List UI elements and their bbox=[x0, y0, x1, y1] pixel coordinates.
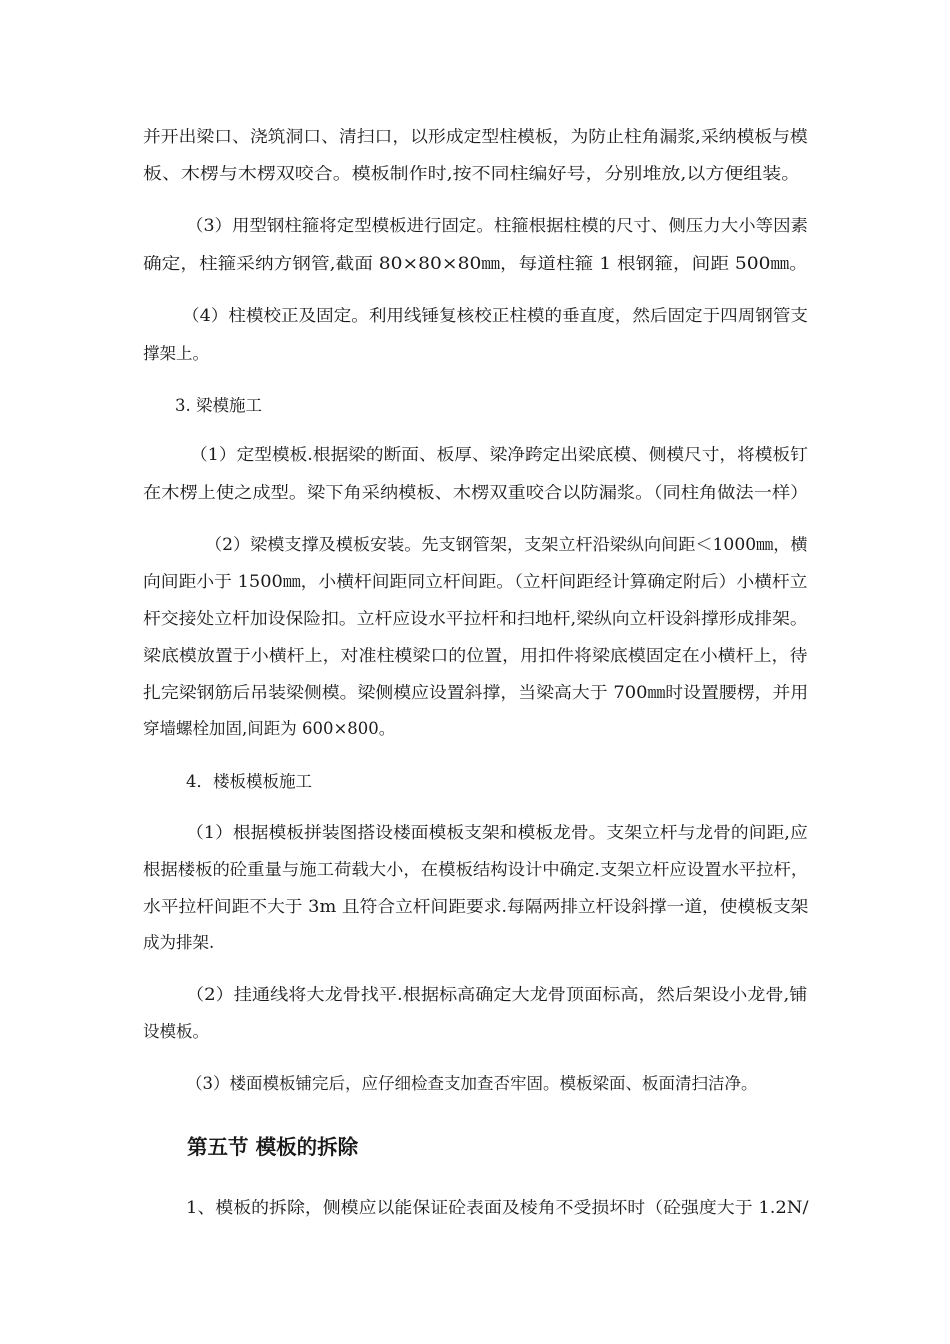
body-line: 在木楞上使之成型。梁下角采纳模板、木楞双重咬合以防漏浆。（同柱角做法一样） bbox=[143, 483, 809, 502]
body-line: 撑架上。 bbox=[143, 344, 209, 363]
body-line: 板、木楞与木楞双咬合。模板制作时,按不同柱编好号，分别堆放,以方便组装。 bbox=[143, 164, 801, 183]
body-line: 设模板。 bbox=[143, 1022, 209, 1041]
section-heading: 第五节 模板的拆除 bbox=[187, 1135, 359, 1159]
subsection-title: 4．楼板模板施工 bbox=[186, 772, 312, 791]
body-line: 穿墙螺栓加固,间距为 600×800。 bbox=[143, 719, 396, 738]
subsection-title: 3. 梁模施工 bbox=[175, 396, 262, 415]
body-line: 并开出梁口、浇筑洞口、清扫口，以形成定型柱模板，为防止柱角漏浆,采纳模板与模 bbox=[143, 127, 808, 146]
body-line: 杆交接处立杆加设保险扣。立杆应设水平拉杆和扫地杆,梁纵向立杆设斜撑形成排架。 bbox=[143, 609, 808, 628]
body-line: （1）定型模板.根据梁的断面、板厚、梁净跨定出梁底模、侧模尺寸，将模板钉 bbox=[190, 445, 808, 464]
body-line: 根据楼板的砼重量与施工荷载大小，在模板结构设计中确定.支架立杆应设置水平拉杆， bbox=[143, 860, 809, 879]
body-line: （4）柱模校正及固定。利用线锤复核校正柱模的垂直度，然后固定于四周钢管支 bbox=[182, 306, 808, 325]
body-line: 扎完梁钢筋后吊装梁侧模。梁侧模应设置斜撑，当梁高大于 700㎜时设置腰楞，并用 bbox=[143, 683, 809, 702]
body-line: 向间距小于 1500㎜，小横杆间距同立杆间距。（立杆间距经计算确定附后）小横杆立 bbox=[143, 572, 808, 591]
body-line: （2）挂通线将大龙骨找平.根据标高确定大龙骨顶面标高，然后架设小龙骨,铺 bbox=[186, 985, 808, 1004]
body-line: （3）用型钢柱箍将定型模板进行固定。柱箍根据柱模的尺寸、侧压力大小等因素 bbox=[186, 216, 808, 235]
body-line: 确定，柱箍采纳方钢管,截面 80×80×80㎜，每道柱箍 1 根钢箍，间距 500㎜。 bbox=[143, 254, 808, 273]
body-line: （2）梁模支撑及模板安装。先支钢管架，支架立杆沿梁纵向间距＜1000㎜，横 bbox=[205, 535, 808, 554]
body-line: （1）根据模板拼装图搭设楼面模板支架和模板龙骨。支架立杆与龙骨的间距,应 bbox=[186, 823, 808, 842]
body-line: 梁底模放置于小横杆上，对准柱模梁口的位置，用扣件将梁底模固定在小横杆上，待 bbox=[143, 646, 808, 665]
body-line: （3）楼面模板铺完后，应仔细检查支加查否牢固。模板梁面、板面清扫洁净。 bbox=[186, 1074, 758, 1093]
body-line: 成为排架. bbox=[143, 933, 215, 952]
body-line: 水平拉杆间距不大于 3m 且符合立杆间距要求.每隔两排立杆设斜撑一道，使模板支架 bbox=[143, 897, 809, 916]
body-line: 1、模板的拆除，侧模应以能保证砼表面及棱角不受损坏时（砼强度大于 1.2N/ bbox=[186, 1198, 809, 1217]
